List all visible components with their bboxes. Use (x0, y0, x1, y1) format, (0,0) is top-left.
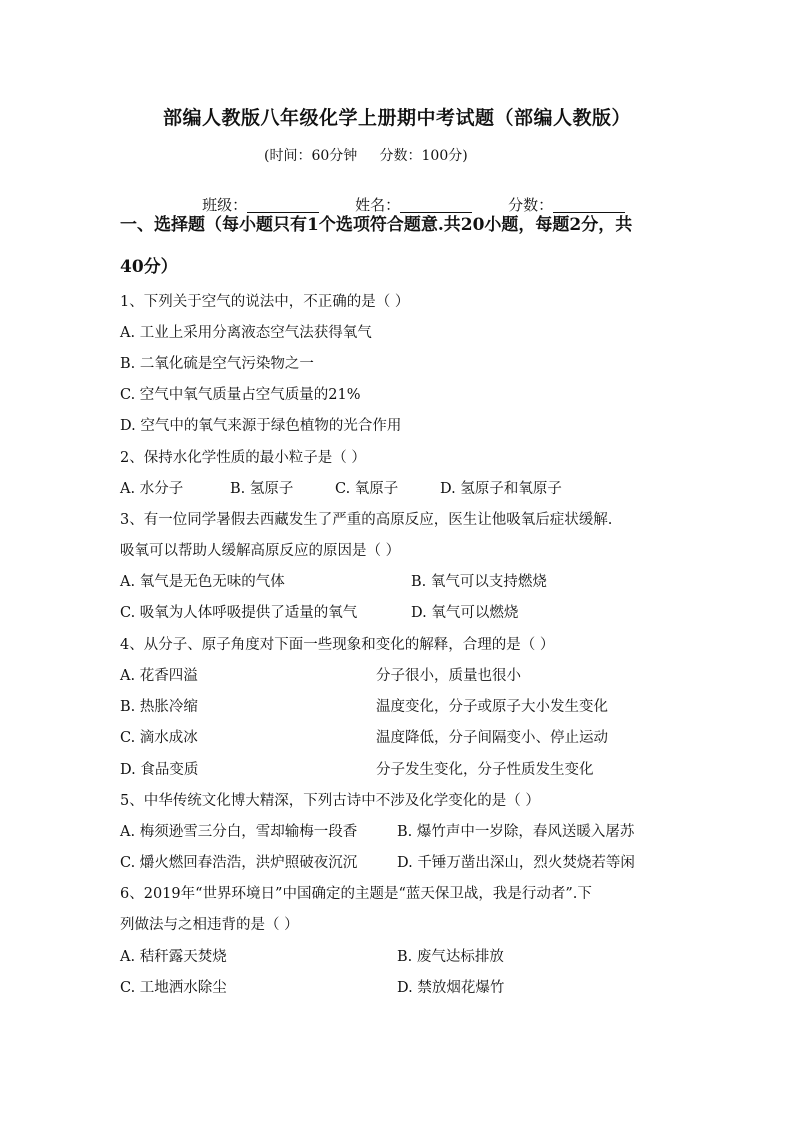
q2-option-a: A. 水分子 (120, 481, 184, 497)
q1-option-b: B. 二氧化硫是空气污染物之一 (120, 356, 314, 372)
q4-option-d-explanation: 分子发生变化，分子性质发生变化 (376, 762, 594, 778)
q5-stem: 5、中华传统文化博大精深，下列古诗中不涉及化学变化的是（ ） (120, 793, 540, 809)
score-label: 分数： (508, 196, 554, 214)
q1-option-c: C. 空气中氧气质量占空气质量的21% (120, 387, 361, 403)
q5-option-c: C. 爝火燃回春浩浩，洪炉照破夜沉沉 (120, 855, 358, 871)
q6-option-c: C. 工地洒水除尘 (120, 980, 227, 996)
class-label: 班级： (202, 196, 248, 214)
q4-option-d: D. 食品变质 (120, 762, 199, 778)
q6-option-a: A. 秸秆露天焚烧 (120, 949, 227, 965)
q1-option-d: D. 空气中的氧气来源于绿色植物的光合作用 (120, 418, 402, 434)
section-heading-line2: 40分） (120, 257, 178, 277)
q4-option-b: B. 热胀冷缩 (120, 699, 198, 715)
q5-option-b: B. 爆竹声中一岁除，春风送暖入屠苏 (397, 824, 635, 840)
q2-option-d: D. 氢原子和氧原子 (440, 481, 562, 497)
q2-option-c: C. 氧原子 (335, 481, 399, 497)
q4-option-c-explanation: 温度降低，分子间隔变小、停止运动 (376, 730, 608, 746)
q3-option-a: A. 氧气是无色无味的气体 (120, 574, 285, 590)
name-label: 姓名： (355, 196, 401, 214)
q4-option-c: C. 滴水成冰 (120, 730, 198, 746)
exam-time-score: (时间：60分钟 分数：100分) (264, 148, 468, 164)
q6-stem-line2: 列做法与之相违背的是（ ） (120, 917, 299, 933)
q3-option-d: D. 氧气可以燃烧 (411, 605, 519, 621)
q5-option-d: D. 千锤万凿出深山，烈火焚烧若等闲 (397, 855, 635, 871)
q1-stem: 1、下列关于空气的说法中，不正确的是（ ） (120, 294, 410, 310)
q2-stem: 2、保持水化学性质的最小粒子是（ ） (120, 450, 366, 466)
page-title: 部编人教版八年级化学上册期中考试题（部编人教版） (162, 107, 631, 129)
q1-option-a: A. 工业上采用分离液态空气法获得氧气 (120, 325, 372, 341)
q3-option-b: B. 氧气可以支持燃烧 (411, 574, 547, 590)
q3-stem-line2: 吸氧可以帮助人缓解高原反应的原因是（ ） (120, 543, 401, 559)
q2-option-b: B. 氢原子 (230, 481, 294, 497)
q4-option-b-explanation: 温度变化，分子或原子大小发生变化 (376, 699, 608, 715)
q4-option-a: A. 花香四溢 (120, 668, 198, 684)
q5-option-a: A. 梅须逊雪三分白，雪却输梅一段香 (120, 824, 358, 840)
q6-option-d: D. 禁放烟花爆竹 (397, 980, 505, 996)
section-heading-line1: 一、选择题（每小题只有1个选项符合题意.共20小题，每题2分，共 (120, 215, 633, 235)
q6-stem-line1: 6、2019年“世界环境日”中国确定的主题是“蓝天保卫战，我是行动者”.下 (120, 886, 592, 902)
q6-option-b: B. 废气达标排放 (397, 949, 504, 965)
q4-option-a-explanation: 分子很小，质量也很小 (376, 668, 521, 684)
q3-stem-line1: 3、有一位同学暑假去西藏发生了严重的高原反应，医生让他吸氧后症状缓解. (120, 512, 613, 528)
q4-stem: 4、从分子、原子角度对下面一些现象和变化的解释，合理的是（ ） (120, 637, 555, 653)
q3-option-c: C. 吸氧为人体呼吸提供了适量的氧气 (120, 605, 358, 621)
